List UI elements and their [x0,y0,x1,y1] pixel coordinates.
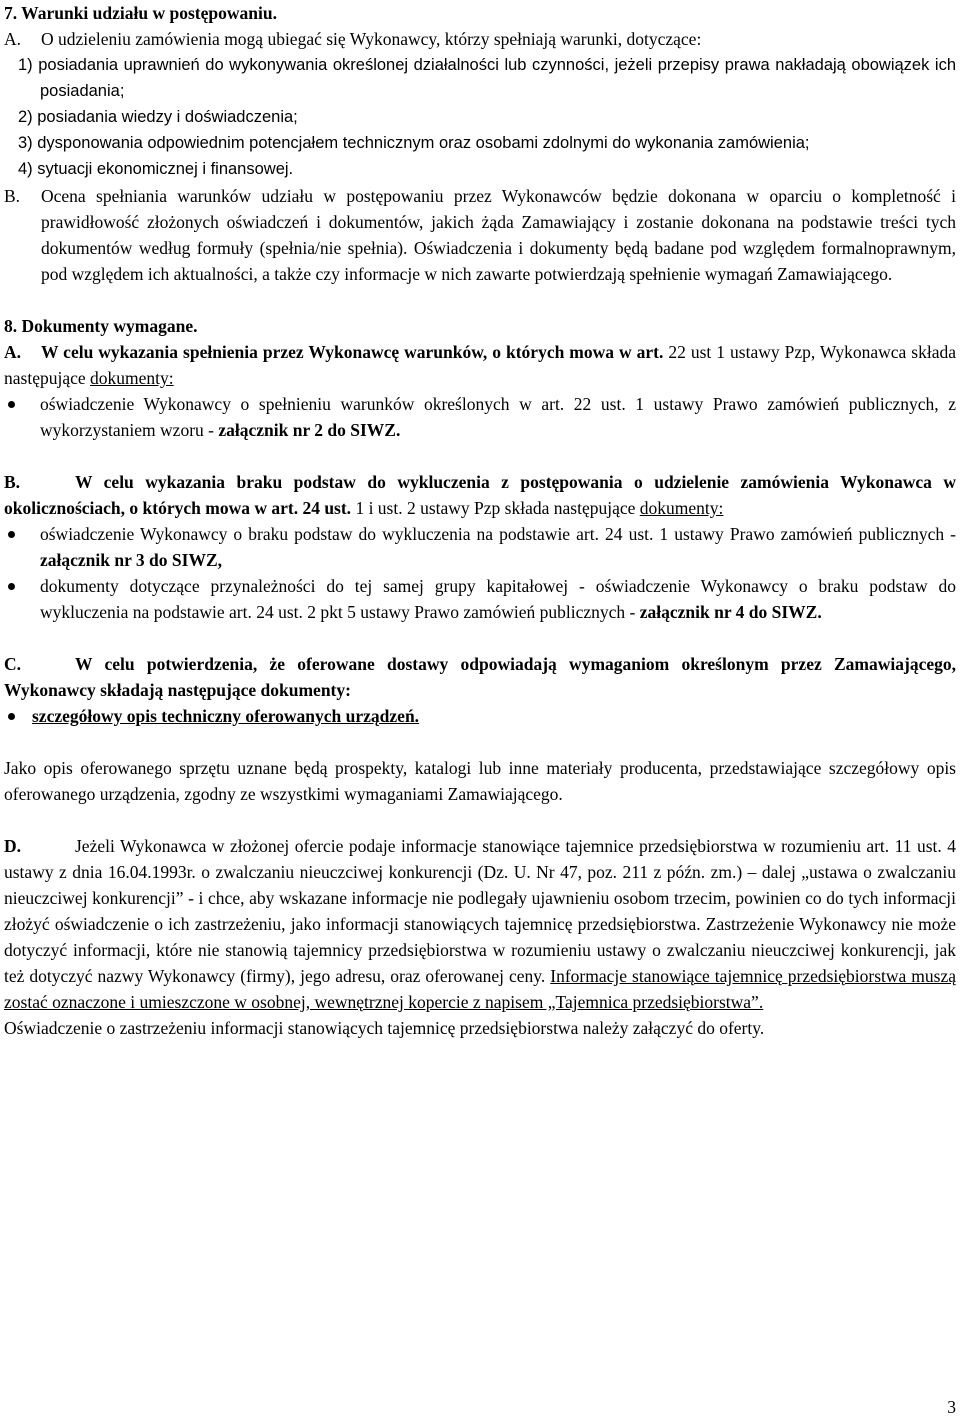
label-7a: A. [4,29,22,49]
bullet-bold: załącznik nr 2 do SIWZ. [218,420,401,440]
list-item: 1) posiadania uprawnień do wykonywania określonej działalności lub czynności, jeżeli przepisy prawa nakładają obowiązek ich posiadania; [18,56,956,100]
bullet-bold: załącznik nr 4 do SIWZ. [639,602,822,622]
list-item: 4) sytuacji ekonomicznej i finansowej. [18,160,294,178]
list-item [4,573,956,625]
list-item [4,521,956,573]
section-8a-bullets [4,391,956,443]
section-8b-underlined: dokumenty: [639,498,724,518]
label-7b: B. [4,186,21,206]
page-number: 3 [947,1397,956,1417]
bullet-icon [8,401,15,408]
section-8c-bold: W celu potwierdzenia, że oferowane dostawy odpowiadają wymaganiom określonym przez Zamawiającego, Wykonawcy składają następujące dokumenty: [4,654,956,700]
document-page [4,0,956,1041]
bullet-text: dokumenty dotyczące przynależności do tej samej grupy kapitałowej - oświadczenie Wykonawcy o braku podstaw do wykluczenia na podstawie art. 24 ust. 2 pkt 5 ustawy Prawo zamówień publicznych - [40,576,956,622]
section-8a-bold: W celu wykazania spełnienia przez Wykonawcę warunków, o których mowa w art. [41,342,664,362]
section-8d-underlined: Informacje stanowiące tajemnicę przedsiębiorstwa muszą zostać oznaczone i umieszczone w osobnej, wewnętrznej kopercie z napisem „Tajemnica przedsiębiorstwa”. [4,966,956,1012]
section-8b-bullets [4,521,956,625]
section-8d-last: Oświadczenie o zastrzeżeniu informacji stanowiących tajemnicę przedsiębiorstwa należy załączyć do oferty. [4,1018,765,1038]
bullet-bold-underlined: szczegółowy opis techniczny oferowanych urządzeń. [32,706,420,726]
section-8a-text: 22 ust 1 ustawy Pzp, Wykonawca składa następujące [4,342,956,388]
section-8d [4,833,956,1015]
bullet-text: oświadczenie Wykonawcy o spełnieniu warunków określonych w art. 22 ust. 1 ustawy Prawo zamówień publicznych, z wykorzystaniem wzoru - [40,394,956,440]
list-item [4,391,956,443]
section-7a-list [4,52,956,182]
section-7a-text: O udzieleniu zamówienia mogą ubiegać się Wykonawcy, którzy spełniają warunki, dotyczące: [41,29,702,49]
section-8c-paragraph: Jako opis oferowanego sprzętu uznane będą prospekty, katalogi lub inne materiały producenta, przedstawiające szczegółowy opis oferowanego urządzenia, zgodny ze wszystkimi wymaganiami Zamawiającego. [4,758,956,804]
section-8b-bold: W celu wykazania braku podstaw do wykluczenia z postępowania o udzielenie zamówienia Wykonawca w okolicznościach, o których mowa w art. 24 ust. [4,472,956,518]
section-8a [4,339,956,391]
bullet-text: oświadczenie Wykonawcy o braku podstaw do wykluczenia na podstawie art. 24 ust. 1 ustawy Prawo zamówień publicznych - [40,524,956,544]
list-item [4,703,956,729]
bullet-bold: załącznik nr 3 do SIWZ, [40,550,222,570]
bullet-icon [8,531,15,538]
section-8c-bullets [4,703,956,729]
section-8b [4,469,956,521]
bullet-icon [8,583,15,590]
section-8a-underlined: dokumenty: [90,368,174,388]
section-8-heading: 8. Dokumenty wymagane. [4,316,198,336]
section-7b-text: Ocena spełniania warunków udziału w postępowaniu przez Wykonawców będzie dokonana w oparciu o kompletność i prawidłowość złożonych oświadczeń i dokumentów, jakich żąda Zamawiający i zostanie dokonana na podstawie treści tych dokumentów według formuły (spełnia/nie spełnia). Oświadczenia i dokumenty będą badane pod względem formalnoprawnym, pod względem ich aktualności, a także czy informacje w nich zawarte potwierdzają spełnienie wymagań Zamawiającego. [41,186,956,284]
section-8d-text: Jeżeli Wykonawca w złożonej ofercie podaje informacje stanowiące tajemnice przedsiębiorstwa w rozumieniu art. 11 ust. 4 ustawy z dnia 16.04.1993r. o zwalczaniu nieuczciwej konkurencji (Dz. U. Nr 47, poz. 211 z późn. zm.) – dalej „ustawa o zwalczaniu nieuczciwej konkurencji” - i chce, aby wskazane informacje nie podlegały ujawnieniu osobom trzecim, powinien co do tych informacji złożyć oświadczenie o ich zastrzeżeniu, jako informacji stanowiących tajemnicę przedsiębiorstwa. Zastrzeżenie Wykonawcy nie może dotyczyć informacji, które nie stanowią tajemnicy przedsiębiorstwa w rozumieniu ustawy o zwalczaniu nieuczciwej konkurencji, jak też dotyczyć nazwy Wykonawcy (firmy), jego adresu, oraz oferowanej ceny. [4,836,956,986]
label-8a: A. [4,342,22,362]
label-8c: C. [4,654,22,674]
label-8d: D. [4,836,22,856]
bullet-icon [8,713,15,720]
section-7-heading: 7. Warunki udziału w postępowaniu. [4,3,277,23]
list-item: 2) posiadania wiedzy i doświadczenia; [18,108,298,126]
label-8b: B. [4,472,21,492]
section-7b [4,183,956,287]
list-item: 3) dysponowania odpowiednim potencjałem technicznym oraz osobami zdolnymi do wykonania zamówienia; [18,134,810,152]
section-8b-text: 1 i ust. 2 ustawy Pzp składa następujące [351,498,640,518]
section-8c [4,651,956,703]
section-7a-intro [4,26,956,52]
